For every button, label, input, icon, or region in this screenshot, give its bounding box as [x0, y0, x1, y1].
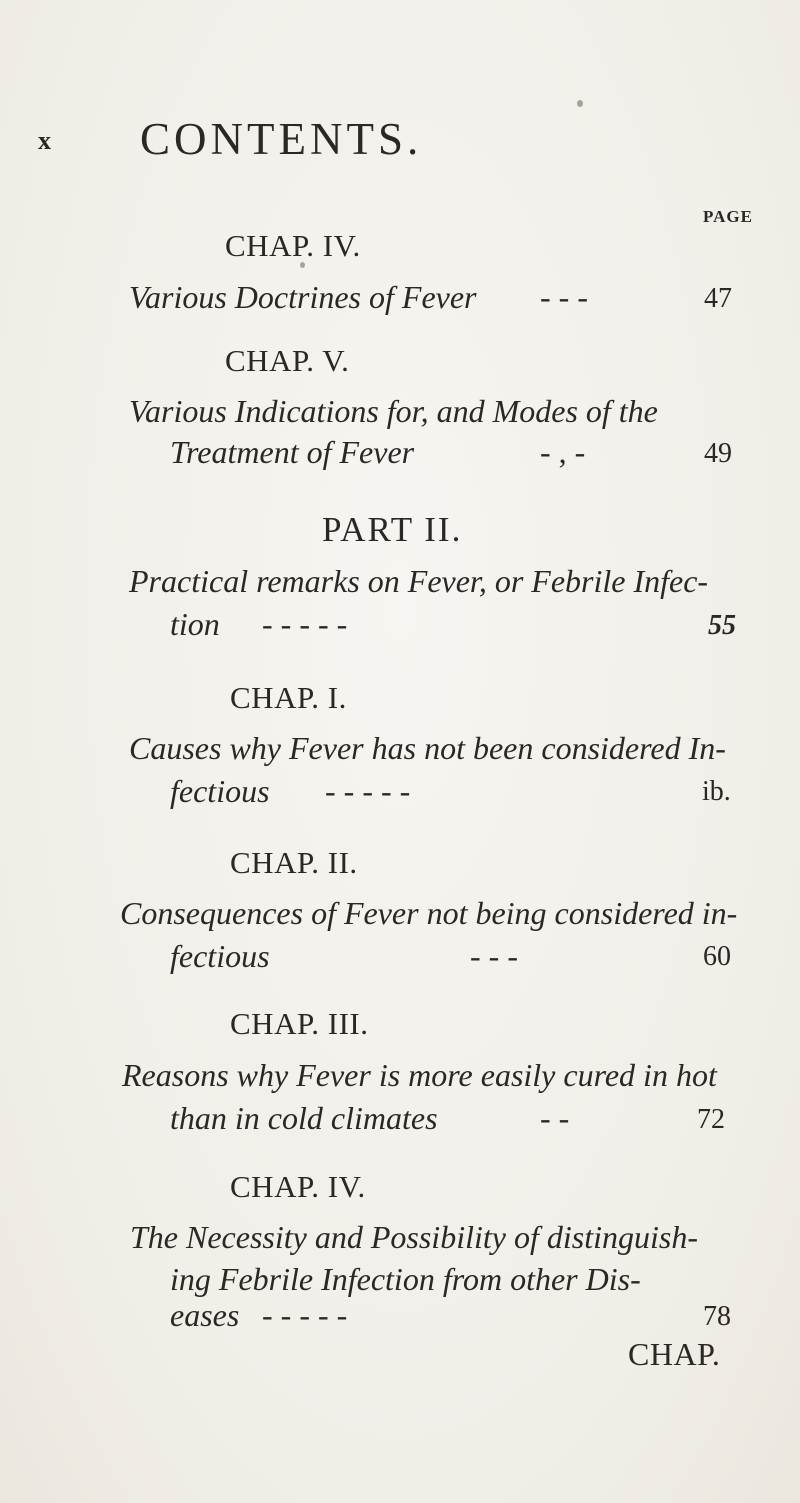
- page-number: 49: [704, 438, 732, 469]
- page-column-label: PAGE: [703, 207, 753, 226]
- page-folio: x: [38, 126, 51, 155]
- page-number: 60: [703, 941, 731, 972]
- page-number: 47: [704, 283, 732, 314]
- page-number: 55: [708, 610, 736, 641]
- entry-title-line: The Necessity and Possibility of distinguish-: [130, 1219, 698, 1255]
- entry-title-line: fectious: [170, 938, 270, 974]
- entry-title-line: fectious: [170, 773, 270, 809]
- dot-leader: - - - - -: [262, 1297, 348, 1333]
- dot-leader: - - -: [470, 938, 518, 974]
- entry-title-line: Reasons why Fever is more easily cured in hot: [122, 1057, 717, 1093]
- dot-leader: - , -: [540, 434, 586, 470]
- page-number: ib.: [702, 776, 731, 807]
- dot-leader: - -: [540, 1100, 570, 1136]
- dot-leader: - - - - -: [262, 606, 348, 642]
- chapter-heading: CHAP. IV.: [230, 1169, 366, 1204]
- page-number: 78: [703, 1301, 731, 1332]
- chapter-heading: CHAP. IV.: [225, 228, 361, 263]
- page-number: 72: [697, 1104, 725, 1135]
- chapter-heading: CHAP. V.: [225, 343, 350, 378]
- entry-title-line: Causes why Fever has not been considered In-: [129, 730, 726, 766]
- entry-title-line: Various Indications for, and Modes of the: [129, 393, 658, 429]
- entry-title-line: ing Febrile Infection from other Dis-: [170, 1261, 641, 1297]
- entry-title-line: than in cold climates: [170, 1100, 438, 1136]
- catchword: CHAP.: [628, 1336, 721, 1372]
- entry-title-line: Practical remarks on Fever, or Febrile Infec-: [129, 563, 709, 599]
- dot-leader: - - -: [540, 279, 588, 315]
- entry-title-line: Various Doctrines of Fever: [129, 279, 477, 315]
- entry-title-line: tion: [170, 606, 220, 642]
- running-head-title: CONTENTS.: [140, 114, 423, 164]
- entry-title-line: eases: [170, 1297, 240, 1333]
- entry-title-line: Consequences of Fever not being considered in-: [120, 895, 738, 931]
- entry-title-line: Treatment of Fever: [170, 434, 415, 470]
- part-heading: PART II.: [322, 510, 463, 549]
- chapter-heading: CHAP. III.: [230, 1006, 369, 1041]
- dot-leader: - - - - -: [325, 773, 411, 809]
- chapter-heading: CHAP. II.: [230, 845, 358, 880]
- chapter-heading: CHAP. I.: [230, 680, 347, 715]
- ink-spot-decoration: [577, 100, 583, 107]
